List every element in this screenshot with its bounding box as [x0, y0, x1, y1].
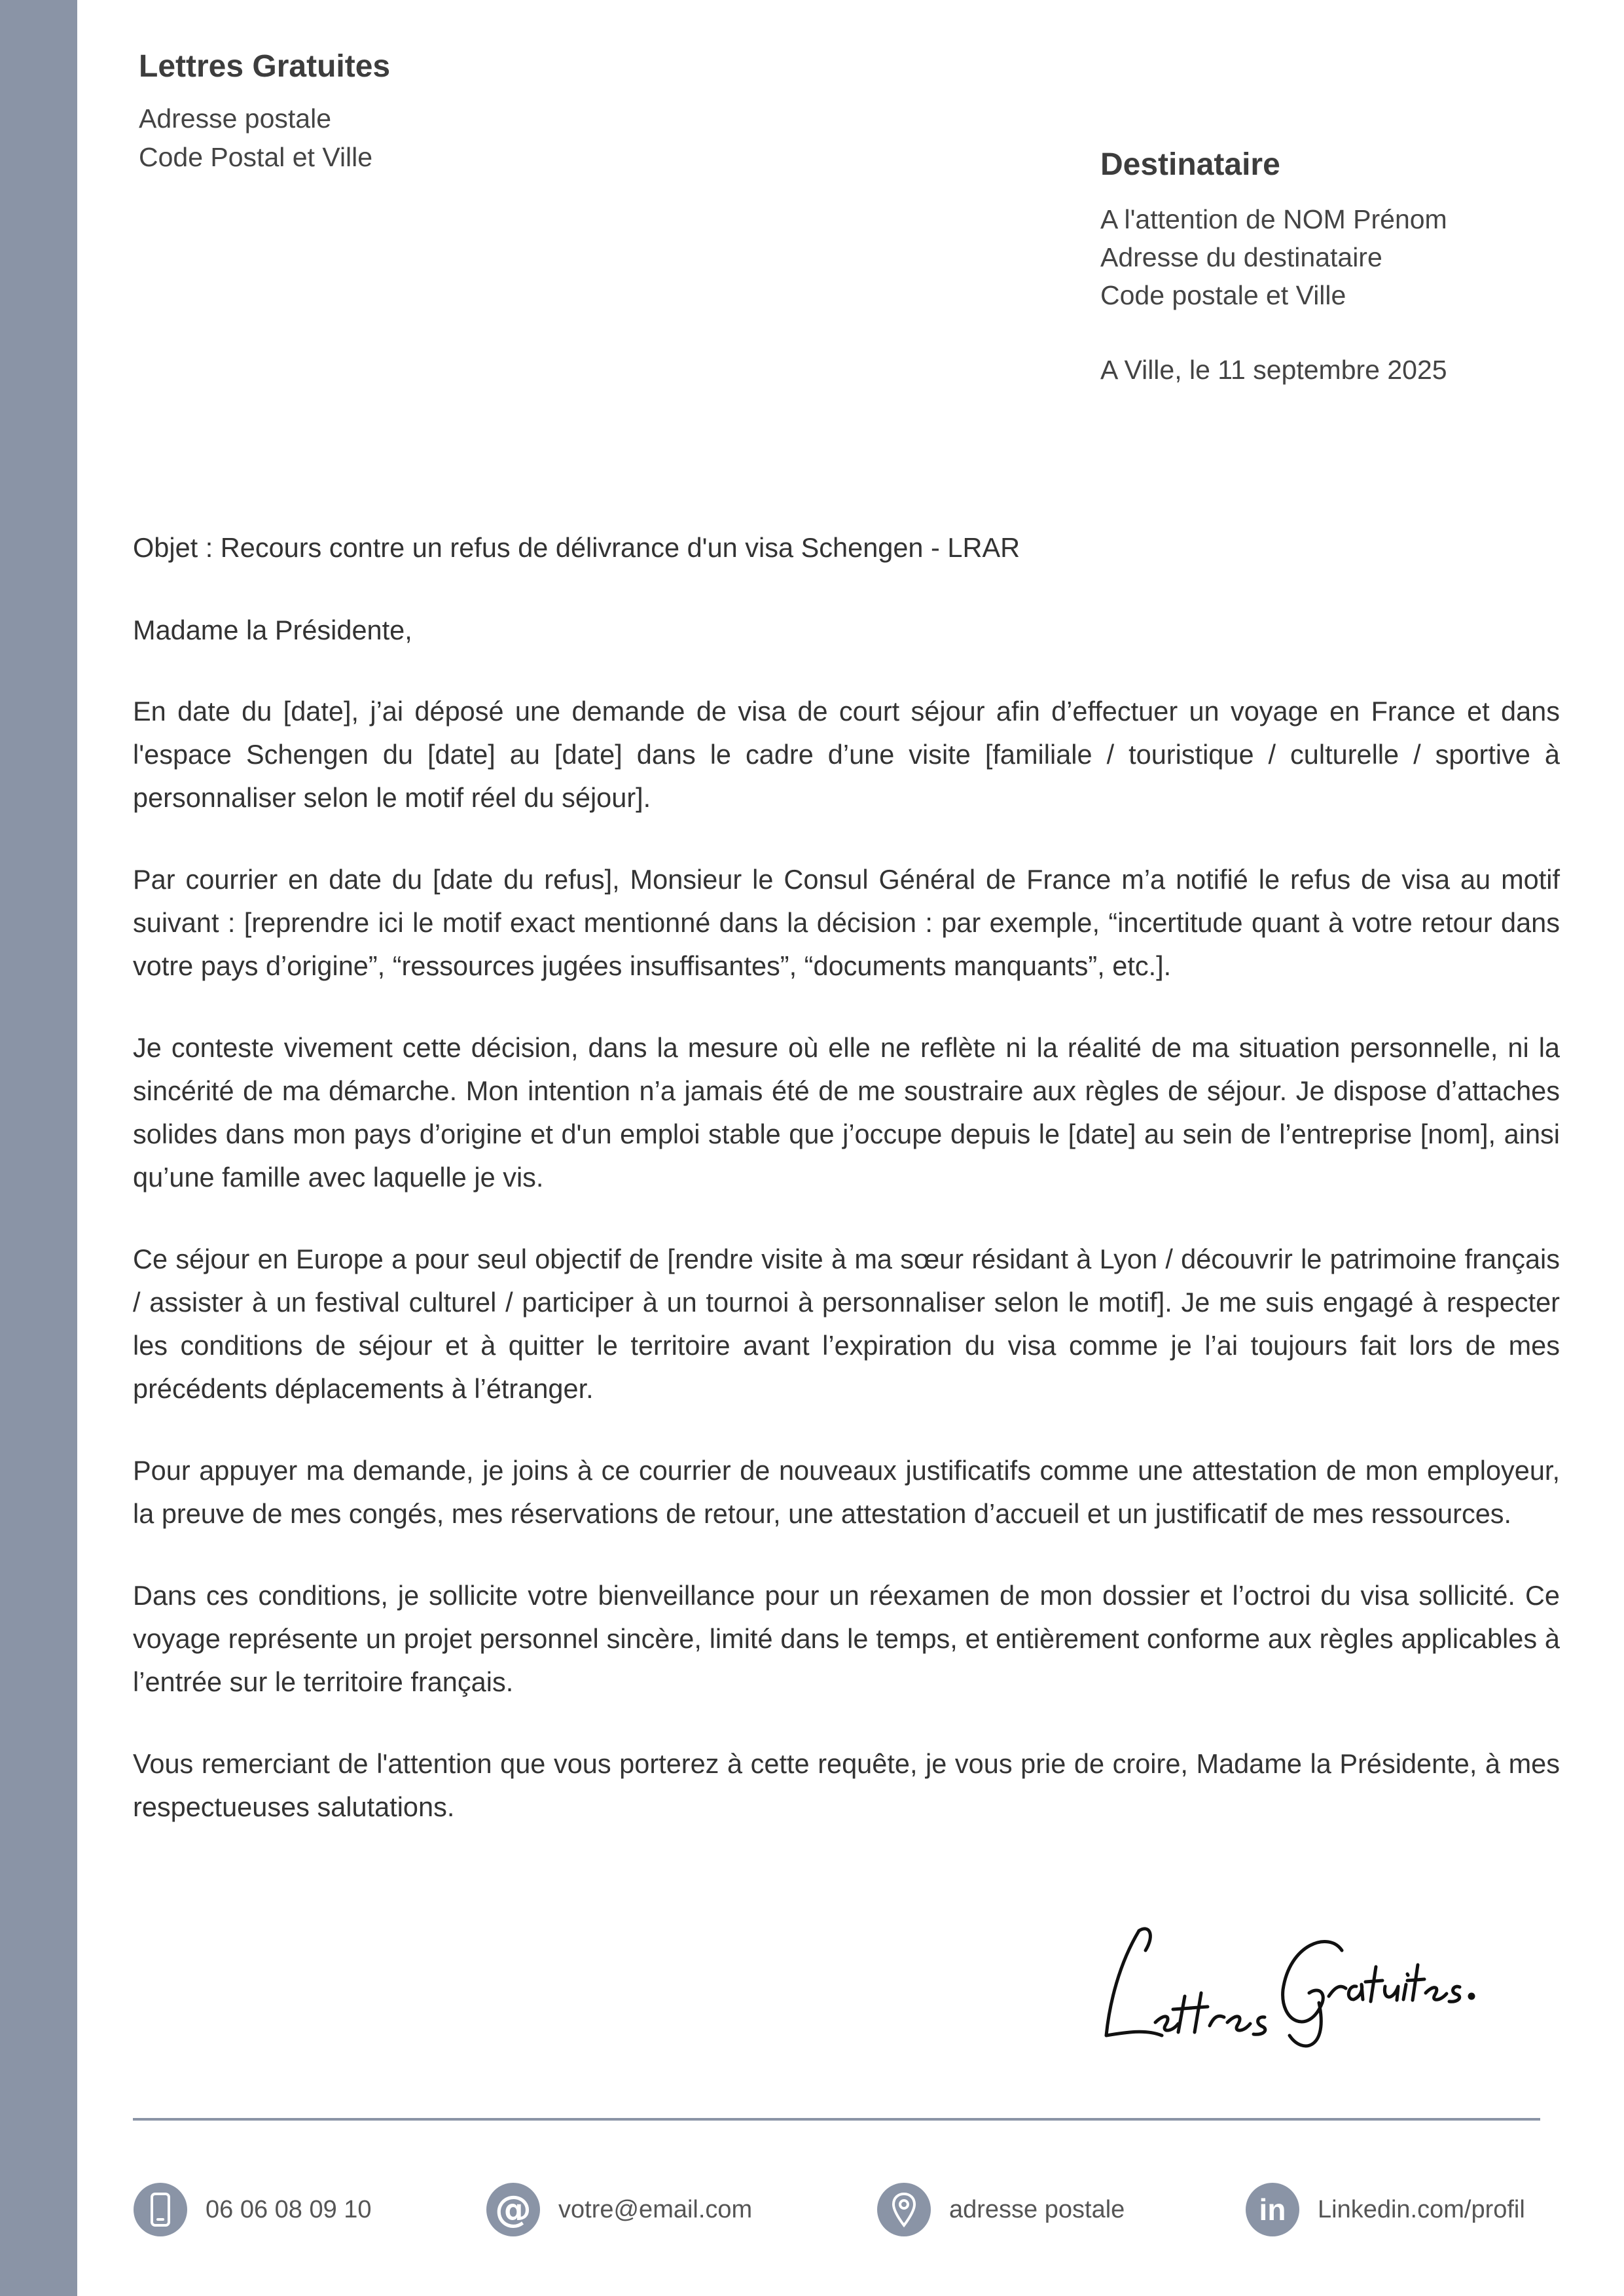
sender-block [139, 46, 390, 177]
letter-paragraph: Pour appuyer ma demande, je joins à ce courrier de nouveaux justificatifs comme une attestation de mon employeur, la preuve de mes congés, mes réservations de retour, une attestation d’accueil et un justificatif de mes ressources. [133, 1455, 1560, 1529]
footer-divider [133, 2118, 1540, 2121]
handwritten-signature [1093, 1905, 1486, 2062]
phone-icon [134, 2183, 187, 2236]
left-accent-bar [0, 0, 77, 2296]
letter-paragraph: Vous remerciant de l'attention que vous porterez à cette requête, je vous prie de croire, Madame la Présidente, à mes respectueuses salutations. [133, 1748, 1560, 1822]
recipient-city-line: Code postale et Ville [1100, 280, 1346, 310]
sender-address-line: Adresse postale [139, 103, 332, 134]
sender-name: Lettres Gratuites [139, 49, 391, 84]
location-pin-icon [877, 2183, 931, 2236]
recipient-title: Destinataire [1100, 147, 1280, 182]
letter-paragraph: Je conteste vivement cette décision, dans la mesure où elle ne reflète ni la réalité de ma situation personnelle, ni la sincérité de ma démarche. Mon intention n’a jamais été de me soustraire aux règles de séjour. Je dispose d’attaches solides dans mon pays d’origine et d'un emploi stable que j’occupe depuis le [date] au sein de l’entreprise [nom], ainsi qu’une famille avec laquelle je vis. [133, 1032, 1560, 1193]
letter-paragraph: Par courrier en date du [date du refus], Monsieur le Consul Général de France m’a notifié le refus de visa au motif suivant : [reprendre ici le motif exact mentionné dans la décision : par exemple, “incertitude quant à votre retour dans votre pays d’origine”, “ressources jugées insuffisantes”, “documents manquants”, etc.]. [133, 864, 1560, 981]
footer-email-text: votre@email.com [558, 2195, 753, 2223]
recipient-address-line: Adresse du destinataire [1100, 242, 1382, 272]
footer-email [486, 2183, 752, 2236]
footer-phone [134, 2183, 372, 2236]
letter-subject: Objet : Recours contre un refus de délivrance d'un visa Schengen - LRAR [133, 532, 1020, 563]
footer-address-text: adresse postale [949, 2195, 1125, 2223]
letter-paragraph: Ce séjour en Europe a pour seul objectif de [rendre visite à ma sœur résidant à Lyon / découvrir le patrimoine français / assister à un festival culturel / participer à un tournoi à personnaliser selon le motif]. Je me suis engagé à respecter les conditions de séjour et à quitter le territoire avant l’expiration du visa comme je l’ai toujours fait lors de mes précédents déplacements à l’étranger. [133, 1244, 1560, 1404]
recipient-block [1100, 144, 1447, 389]
letter-paragraph: En date du [date], j’ai déposé une demande de visa de court séjour afin d’effectuer un voyage en France et dans l'espace Schengen du [date] au [date] dans le cadre d’une visite [familiale / touristique / culturelle / sportive à personnaliser selon le motif réel du séjour]. [133, 696, 1560, 813]
footer-linkedin-text: Linkedin.com/profil [1318, 2195, 1525, 2223]
at-sign-icon: @ [486, 2183, 540, 2236]
sender-city-line: Code Postal et Ville [139, 142, 373, 172]
linkedin-icon: in [1246, 2183, 1299, 2236]
footer-phone-text: 06 06 08 09 10 [206, 2195, 372, 2223]
footer-linkedin [1246, 2183, 1525, 2236]
letter-date: A Ville, le 11 septembre 2025 [1100, 355, 1447, 385]
letter-paragraph: Dans ces conditions, je sollicite votre bienveillance pour un réexamen de mon dossier et l’octroi du visa sollicité. Ce voyage représente un projet personnel sincère, limité dans le temps, et entièrement conforme aux règles applicables à l’entrée sur le territoire français. [133, 1580, 1560, 1697]
letter-body [133, 526, 1560, 1867]
letter-salutation: Madame la Présidente, [133, 615, 412, 645]
recipient-attention-line: A l'attention de NOM Prénom [1100, 204, 1447, 234]
footer-address [877, 2183, 1125, 2236]
